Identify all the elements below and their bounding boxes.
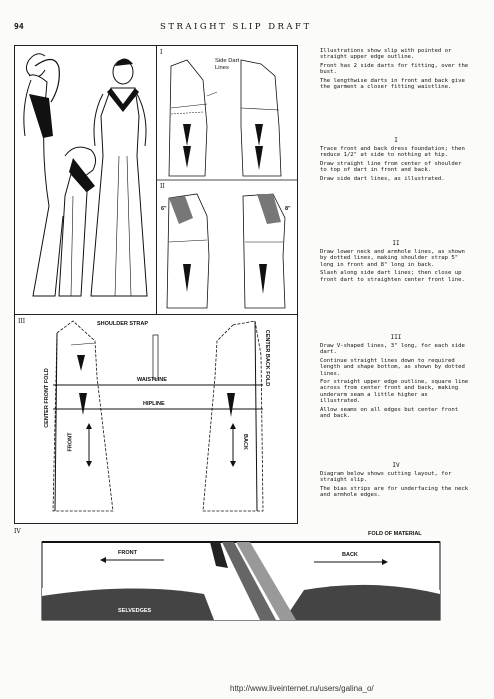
intro-paragraph: Front has 2 side darts for fitting, over the bust.	[320, 62, 469, 76]
figure-illustration	[14, 45, 158, 315]
diagram-i-numeral: I	[160, 49, 163, 56]
section-i-text	[320, 146, 470, 184]
section-iv-paragraph: The bias strips are for underfacing the neck and armhole edges.	[320, 485, 469, 499]
back-strap-length: 8"	[285, 206, 291, 212]
diagram-i-ii	[156, 45, 298, 315]
section-ii-numeral: II	[392, 240, 400, 247]
section-ii-paragraph: Slash along side dart lines; then close up front dart to straighten center front line.	[320, 270, 465, 283]
diagram-iii-drawing	[15, 315, 297, 523]
front-label: FRONT	[67, 432, 74, 452]
section-iv-paragraph: Diagram below shows cutting layout, for straight slip.	[320, 471, 452, 484]
page-title: STRAIGHT SLIP DRAFT	[160, 22, 312, 32]
section-i-paragraph: Draw straight line from center of shoulder to top of dart in front and back.	[320, 160, 462, 174]
diagram-iv	[14, 528, 454, 628]
section-ii-text	[320, 249, 470, 285]
diagram-ii-numeral: II	[160, 183, 165, 190]
front-strap-length: 6"	[161, 206, 167, 212]
diagram-iii-numeral: III	[18, 318, 26, 325]
intro-paragraph: The lengthwise darts in front and back give the garment a closer fitting waistline.	[320, 77, 465, 91]
section-i-paragraph: Draw side dart lines, as illustrated.	[320, 175, 445, 182]
diagram-iii	[14, 314, 298, 524]
section-iv-text	[320, 471, 470, 501]
source-url: http://www.liveinternet.ru/users/galina_o/	[230, 684, 374, 693]
diagram-iv-drawing	[14, 528, 454, 628]
fold-of-material-label: FOLD OF MATERIAL	[368, 531, 422, 537]
section-iii-paragraph: Continue straight lines down to required length and shape bottom, as shown by dotted lines.	[320, 357, 465, 377]
section-i-paragraph: Trace front and back dress foundation; then reduce 1/2" at side to nothing at hip.	[320, 146, 465, 159]
waistline-label: WAISTLINE	[137, 377, 167, 383]
section-iv-numeral: IV	[392, 462, 400, 469]
section-iii-paragraph: Draw V-shaped lines, 3" long, for each side dart.	[320, 343, 465, 356]
layout-back-label: BACK	[342, 552, 358, 558]
slip-figures-drawing	[15, 46, 157, 314]
section-iii-paragraph: For straight upper edge outline, square line across from center front and back, making underarm seam a little higher as illustrated.	[320, 379, 469, 405]
hipline-label: HIPLINE	[143, 401, 165, 407]
section-i-numeral: I	[394, 137, 398, 144]
intro-text	[320, 48, 470, 92]
section-ii-paragraph: Draw lower neck and armhole lines, as shown by dotted lines, making shoulder strap 5" long in front and 8" long in back.	[320, 249, 465, 268]
section-iii-paragraph: Allow seams on all edges but center front and back.	[320, 406, 459, 420]
back-label: BACK	[241, 434, 248, 450]
section-iii-numeral: III	[390, 334, 402, 341]
page-number: 94	[14, 22, 24, 31]
diagram-i-ii-drawing	[157, 46, 297, 314]
shoulder-strap-label: SHOULDER STRAP	[97, 321, 149, 327]
side-dart-lines-label: Side Dart Lines	[215, 58, 240, 71]
selvedges-label: SELVEDGES	[118, 608, 152, 614]
layout-front-label: FRONT	[118, 550, 137, 556]
diagram-iv-numeral: IV	[14, 528, 21, 535]
section-iii-text	[320, 343, 470, 421]
center-back-fold-label: CENTER BACK FOLD	[264, 329, 270, 387]
center-front-fold-label: CENTER FRONT FOLD	[44, 368, 50, 428]
intro-paragraph: Illustrations show slip with pointed or straight upper edge outline.	[320, 48, 452, 61]
